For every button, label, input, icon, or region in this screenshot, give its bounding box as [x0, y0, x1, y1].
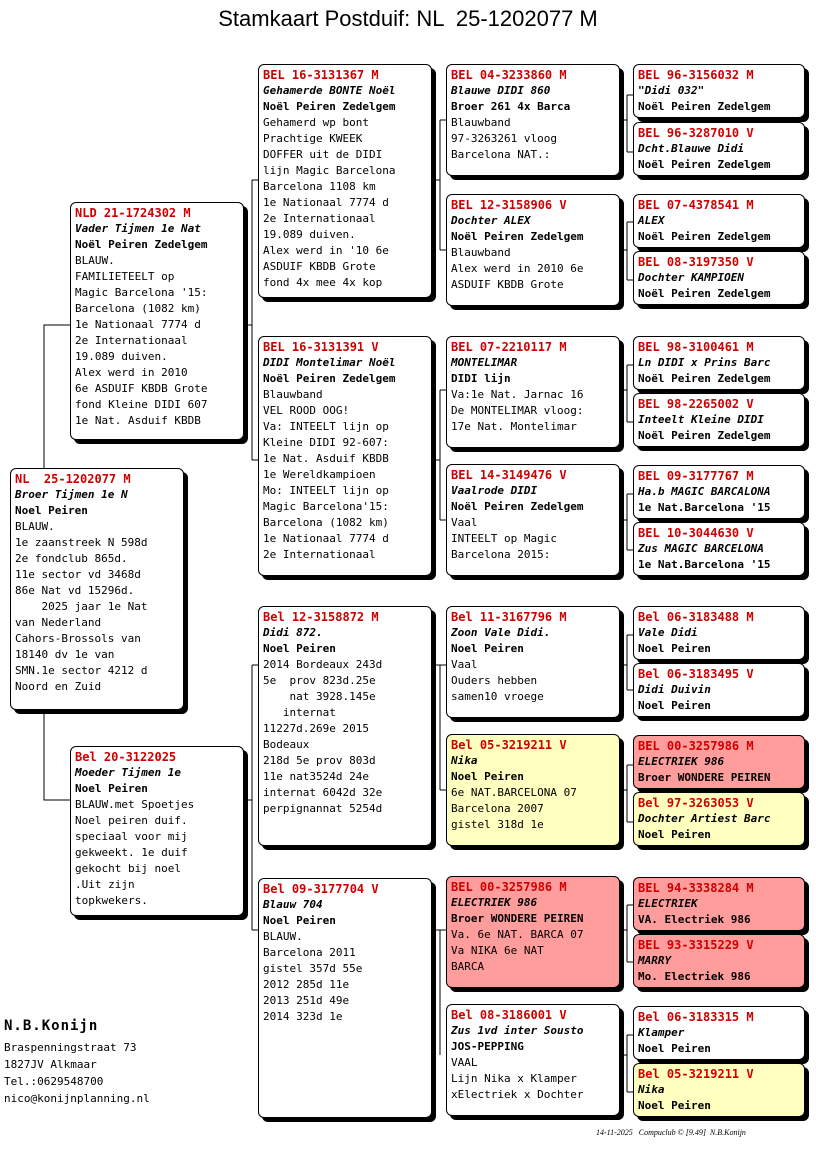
info-line: 1e Nationaal 7774 d: [75, 318, 201, 331]
pedigree-card[interactable]: [258, 336, 432, 576]
info-line: 6e NAT.BARCELONA 07: [451, 786, 577, 799]
info-line: DOFFER uit de DIDI: [263, 148, 383, 161]
info-line: internat 6042d 32e: [263, 786, 383, 799]
pedigree-card[interactable]: [633, 122, 805, 176]
info-line: 11e sector vd 3468d: [15, 568, 141, 581]
bird-name: MONTELIMAR: [451, 356, 518, 369]
bird-name: Blauwe DIDI 860: [451, 84, 551, 97]
bird-name: Vader Tijmen 1e Nat: [75, 222, 201, 235]
info-line: Kleine DIDI 92-607:: [263, 436, 389, 449]
breeder-line: Noël Peiren Zedelgem: [75, 238, 208, 251]
info-line: Vaal: [451, 516, 478, 529]
bird-name: Klamper: [638, 1026, 685, 1039]
pedigree-card[interactable]: [258, 64, 432, 298]
breeder-line: Noel Peiren: [638, 642, 711, 655]
owner-address: Braspenningstraat 73: [4, 1041, 137, 1054]
info-line: 2e Internationaal: [75, 334, 188, 347]
info-line: BLAUW.met Spoetjes: [75, 798, 195, 811]
bird-name: "Didi 032": [638, 84, 705, 97]
ring-number: Bel 05-3219211 V: [451, 738, 567, 752]
breeder-line: Noel Peiren: [638, 1042, 711, 1055]
bird-name: Vale Didi: [638, 626, 698, 639]
breeder-line: Noël Peiren Zedelgem: [263, 372, 396, 385]
page-title: Stamkaart Postduif: NL 25-1202077 M: [218, 6, 598, 31]
info-line: Barcelona 1108 km: [263, 180, 376, 193]
pedigree-card[interactable]: [633, 606, 805, 660]
breeder-line: VA. Electriek 986: [638, 913, 751, 926]
info-line: 18140 dv 1e van: [15, 648, 115, 661]
info-line: Barcelona NAT.:: [451, 148, 551, 161]
breeder-line: Noel Peiren: [638, 828, 711, 841]
info-line: 2e Internationaal: [263, 548, 376, 561]
info-line: Blauwband: [451, 246, 511, 259]
info-line: Barcelona (1082 km): [75, 302, 201, 315]
info-line: ASDUIF KBDB Grote: [451, 278, 564, 291]
info-line: Barcelona 2015:: [451, 548, 551, 561]
info-line: Va:1e Nat. Jarnac 16: [451, 388, 584, 401]
info-line: xElectriek x Dochter: [451, 1088, 584, 1101]
info-line: Alex werd in 2010 6e: [451, 262, 584, 275]
bird-name: Zoon Vale Didi.: [451, 626, 551, 639]
info-line: nat 3928.145e: [263, 690, 376, 703]
breeder-line: 1e Nat.Barcelona '15: [638, 558, 771, 571]
bird-name: ALEX: [638, 214, 665, 227]
breeder-line: Noel Peiren: [263, 642, 336, 655]
bird-name: Moeder Tijmen 1e: [75, 766, 181, 779]
info-line: Bodeaux: [263, 738, 310, 751]
breeder-line: Mo. Electriek 986: [638, 970, 751, 983]
info-line: 218d 5e prov 803d: [263, 754, 376, 767]
breeder-line: Noël Peiren Zedelgem: [263, 100, 396, 113]
info-line: Blauwband: [263, 388, 323, 401]
breeder-line: Broer 261 4x Barca: [451, 100, 571, 113]
bird-name: Inteelt Kleine DIDI: [638, 413, 764, 426]
pedigree-card[interactable]: [446, 1004, 620, 1116]
pedigree-card[interactable]: [633, 877, 805, 931]
ring-number: BEL 04-3233860 M: [451, 68, 567, 82]
bird-name: Dochter ALEX: [451, 214, 531, 227]
info-line: VEL ROOD OOG!: [263, 404, 350, 417]
info-line: fond 4x mee 4x kop: [263, 276, 383, 289]
info-line: De MONTELIMAR vloog:: [451, 404, 584, 417]
pedigree-card[interactable]: [258, 878, 432, 1118]
info-line: gistel 318d 1e: [451, 818, 544, 831]
info-line: 2014 Bordeaux 243d: [263, 658, 383, 671]
owner-email[interactable]: nico@konijnplanning.nl: [4, 1092, 150, 1105]
owner-name: N.B.Konijn: [4, 1018, 99, 1034]
info-line: 1e Nationaal 7774 d: [263, 196, 389, 209]
info-line: Noel peiren duif.: [75, 814, 188, 827]
bird-name: Ln DIDI x Prins Barc: [638, 356, 771, 369]
info-line: gekocht bij noel: [75, 862, 181, 875]
info-line: gistel 357d 55e: [263, 962, 363, 975]
pedigree-card[interactable]: [633, 64, 805, 118]
pedigree-card[interactable]: [633, 1063, 805, 1117]
info-line: 5e prov 823d.25e: [263, 674, 376, 687]
pedigree-card[interactable]: [70, 746, 244, 916]
info-line: Cahors-Brossols van: [15, 632, 141, 645]
bird-name: ELECTRIEK 986: [638, 755, 725, 768]
info-line: fond Kleine DIDI 607: [75, 398, 208, 411]
info-line: Blauwband: [451, 116, 511, 129]
info-line: 2e Internationaal: [263, 212, 376, 225]
ring-number: BEL 98-2265002 V: [638, 397, 754, 411]
pedigree-card[interactable]: [446, 194, 620, 306]
ring-number: Bel 09-3177704 V: [263, 882, 379, 896]
ring-number: BEL 00-3257986 M: [451, 880, 567, 894]
breeder-line: Noel Peiren: [263, 914, 336, 927]
ring-number: BEL 98-3100461 M: [638, 340, 754, 354]
ring-number: BEL 16-3131367 M: [263, 68, 379, 82]
info-line: 2025 jaar 1e Nat: [15, 600, 148, 613]
info-line: 1e Nationaal 7774 d: [263, 532, 389, 545]
ring-number: BEL 14-3149476 V: [451, 468, 567, 482]
owner-city: 1827JV Alkmaar: [4, 1058, 97, 1071]
bird-name: Nika: [451, 754, 478, 767]
info-line: Alex werd in '10 6e: [263, 244, 389, 257]
info-line: Gehamerd wp bont: [263, 116, 369, 129]
breeder-line: Noël Peiren Zedelgem: [451, 230, 584, 243]
info-line: Va: INTEELT lijn op: [263, 420, 389, 433]
info-line: BLAUW.: [15, 520, 55, 533]
info-line: .Uit zijn: [75, 878, 135, 891]
bird-name: Zus 1vd inter Sousto: [451, 1024, 584, 1037]
pedigree-card[interactable]: [446, 876, 620, 988]
ring-number: Bel 05-3219211 V: [638, 1067, 754, 1081]
ring-number: BEL 08-3197350 V: [638, 255, 754, 269]
bird-name: Didi Duivin: [638, 683, 711, 696]
info-line: samen10 vroege: [451, 690, 544, 703]
info-line: 2012 285d 11e: [263, 978, 350, 991]
pedigree-card[interactable]: [446, 606, 620, 718]
pedigree-card[interactable]: [633, 393, 805, 447]
info-line: INTEELT op Magic: [451, 532, 557, 545]
info-line: lijn Magic Barcelona: [263, 164, 396, 177]
info-line: 1e Nat. Asduif KBDB: [263, 452, 389, 465]
info-line: Prachtige KWEEK: [263, 132, 363, 145]
info-line: 19.089 duiven.: [263, 228, 356, 241]
info-line: 1e Wereldkampioen: [263, 468, 376, 481]
bird-name: ELECTRIEK: [638, 897, 698, 910]
info-line: 17e Nat. Montelimar: [451, 420, 577, 433]
info-line: perpignannat 5254d: [263, 802, 383, 815]
info-line: 19.089 duiven.: [75, 350, 168, 363]
info-line: BLAUW.: [263, 930, 303, 943]
ring-number: BEL 96-3156032 M: [638, 68, 754, 82]
info-line: Va NIKA 6e NAT: [451, 944, 544, 957]
ring-number: BEL 12-3158906 V: [451, 198, 567, 212]
breeder-line: Noel Peiren: [638, 699, 711, 712]
pedigree-card[interactable]: [633, 1006, 805, 1060]
ring-number: Bel 06-3183315 M: [638, 1010, 754, 1024]
ring-number: Bel 08-3186001 V: [451, 1008, 567, 1022]
pedigree-card[interactable]: [446, 464, 620, 576]
info-line: VAAL: [451, 1056, 478, 1069]
breeder-line: Broer WONDERE PEIREN: [451, 912, 584, 925]
info-line: FAMILIETEELT op: [75, 270, 175, 283]
info-line: 6e ASDUIF KBDB Grote: [75, 382, 208, 395]
info-line: Va. 6e NAT. BARCA 07: [451, 928, 584, 941]
breeder-line: Noël Peiren Zedelgem: [638, 429, 771, 442]
info-line: internat: [263, 706, 336, 719]
info-line: 1e Nat. Asduif KBDB: [75, 414, 201, 427]
owner-block: [4, 1018, 150, 1107]
info-line: 2014 323d 1e: [263, 1010, 343, 1023]
ring-number: BEL 94-3338284 M: [638, 881, 754, 895]
ring-number: NLD 21-1724302 M: [75, 206, 191, 220]
pedigree-card[interactable]: [633, 194, 805, 248]
info-line: BLAUW.: [75, 254, 115, 267]
ring-number: BEL 10-3044630 V: [638, 526, 754, 540]
info-line: Barcelona (1082 km): [263, 516, 389, 529]
ring-number: BEL 93-3315229 V: [638, 938, 754, 952]
breeder-line: Noel Peiren: [451, 770, 524, 783]
info-line: Magic Barcelona'15:: [263, 500, 389, 513]
bird-name: Didi 872.: [263, 626, 323, 639]
bird-name: Blauw 704: [263, 898, 323, 911]
bird-name: Dochter KAMPIOEN: [638, 271, 744, 284]
ring-number: BEL 07-2210117 M: [451, 340, 567, 354]
owner-phone: Tel.:0629548700: [4, 1075, 104, 1088]
bird-name: Nika: [638, 1083, 665, 1096]
bird-name: Dochter Artiest Barc: [638, 812, 771, 825]
pedigree-card[interactable]: [258, 606, 432, 846]
breeder-line: Noel Peiren: [75, 782, 148, 795]
ring-number: BEL 09-3177767 M: [638, 469, 754, 483]
footer-credit: 14-11-2025 Compuclub © [9.49] N.B.Konijn: [596, 1128, 746, 1137]
breeder-line: Noël Peiren Zedelgem: [638, 230, 771, 243]
ring-number: Bel 20-3122025: [75, 750, 177, 764]
info-line: 11e nat3524d 24e: [263, 770, 369, 783]
bird-name: Gehamerde BONTE Noël: [263, 84, 396, 97]
info-line: 86e Nat vd 15296d.: [15, 584, 135, 597]
info-line: 11227d.269e 2015: [263, 722, 369, 735]
pedigree-card[interactable]: [633, 336, 805, 390]
info-line: BARCA: [451, 960, 485, 973]
info-line: Alex werd in 2010: [75, 366, 188, 379]
bird-name: MARRY: [638, 954, 672, 967]
breeder-line: Noël Peiren Zedelgem: [451, 500, 584, 513]
breeder-line: Noël Peiren Zedelgem: [638, 372, 771, 385]
breeder-line: Noel Peiren: [451, 642, 524, 655]
bird-name: Vaalrode DIDI: [451, 484, 538, 497]
breeder-line: Noël Peiren Zedelgem: [638, 287, 771, 300]
ring-number: Bel 06-3183495 V: [638, 667, 754, 681]
info-line: Ouders hebben: [451, 674, 538, 687]
pedigree-card[interactable]: [446, 336, 620, 448]
breeder-line: JOS-PEPPING: [451, 1040, 524, 1053]
ring-number: Bel 12-3158872 M: [263, 610, 379, 624]
info-line: Barcelona 2007: [451, 802, 544, 815]
pedigree-card[interactable]: [70, 202, 244, 440]
pedigree-card[interactable]: [633, 735, 805, 789]
bird-name: Zus MAGIC BARCELONA: [638, 542, 764, 555]
ring-number: Bel 11-3167796 M: [451, 610, 567, 624]
info-line: van Nederland: [15, 616, 102, 629]
ring-number: Bel 97-3263053 V: [638, 796, 754, 810]
ring-number: BEL 07-4378541 M: [638, 198, 754, 212]
info-line: ASDUIF KBDB Grote: [263, 260, 376, 273]
info-line: Noord en Zuid: [15, 680, 102, 693]
pedigree-card[interactable]: [10, 468, 184, 710]
info-line: topkwekers.: [75, 894, 148, 907]
breeder-line: 1e Nat.Barcelona '15: [638, 501, 771, 514]
info-line: speciaal voor mij: [75, 830, 188, 843]
pedigree-card[interactable]: [633, 934, 805, 988]
info-line: 2013 251d 49e: [263, 994, 350, 1007]
info-line: SMN.1e sector 4212 d: [15, 664, 148, 677]
breeder-line: Broer WONDERE PEIREN: [638, 771, 771, 784]
pedigree-card[interactable]: [633, 792, 805, 846]
breeder-line: Noel Peiren: [638, 1099, 711, 1112]
pedigree-card[interactable]: [633, 522, 805, 576]
pedigree-card[interactable]: [633, 663, 805, 717]
info-line: Barcelona 2011: [263, 946, 356, 959]
breeder-line: DIDI lijn: [451, 372, 511, 385]
info-line: 2e fondclub 865d.: [15, 552, 128, 565]
info-line: 1e zaanstreek N 598d: [15, 536, 148, 549]
ring-number: BEL 00-3257986 M: [638, 739, 754, 753]
info-line: Vaal: [451, 658, 478, 671]
info-line: 97-3263261 vloog: [451, 132, 557, 145]
bird-name: Broer Tijmen 1e N: [15, 488, 128, 501]
breeder-line: Noël Peiren Zedelgem: [638, 100, 771, 113]
ring-number: Bel 06-3183488 M: [638, 610, 754, 624]
info-line: gekweekt. 1e duif: [75, 846, 188, 859]
pedigree-card[interactable]: [446, 734, 620, 846]
pedigree-card[interactable]: [446, 64, 620, 176]
ring-number: NL 25-1202077 M: [15, 472, 131, 486]
bird-name: Ha.b MAGIC BARCALONA: [638, 485, 771, 498]
info-line: Mo: INTEELT lijn op: [263, 484, 389, 497]
bird-name: DIDI Montelimar Noël: [263, 356, 396, 369]
info-line: Magic Barcelona '15:: [75, 286, 208, 299]
bird-name: Dcht.Blauwe Didi: [638, 142, 744, 155]
ring-number: BEL 96-3287010 V: [638, 126, 754, 140]
ring-number: BEL 16-3131391 V: [263, 340, 379, 354]
pedigree-card[interactable]: [633, 251, 805, 305]
breeder-line: Noel Peiren: [15, 504, 88, 517]
info-line: Lijn Nika x Klamper: [451, 1072, 577, 1085]
bird-name: ELECTRIEK 986: [451, 896, 538, 909]
pedigree-card[interactable]: [633, 465, 805, 519]
breeder-line: Noël Peiren Zedelgem: [638, 158, 771, 171]
